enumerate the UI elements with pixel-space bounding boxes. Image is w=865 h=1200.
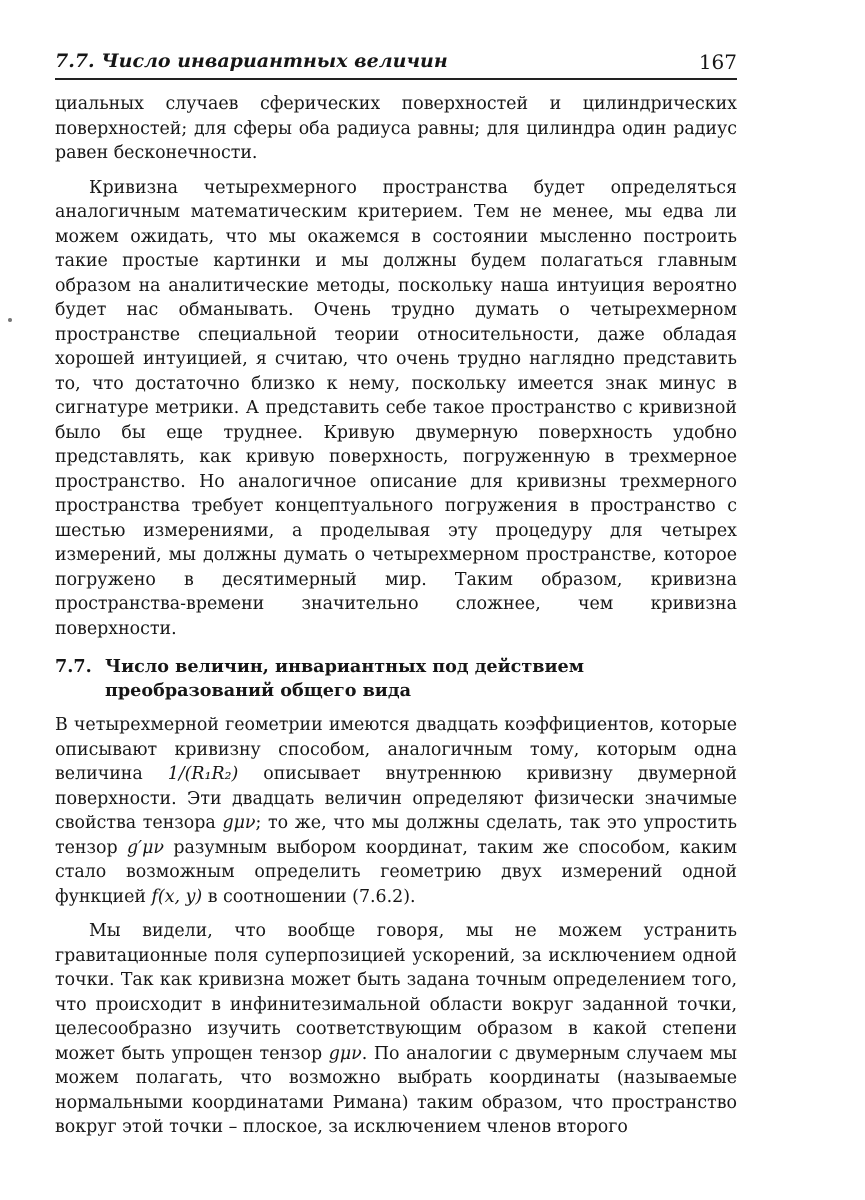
p4-text-2: . По аналогии с двумерным случаем мы можем полагать, что возможно выбрать координаты (называемые нормальными координатами Римана) таким образом, что пространство вокруг этой точки – плоское, за исключением членов второго xyxy=(55,1043,737,1137)
paragraph-1: циальных случаев сферических поверхностей и цилиндрических поверхностей; для сферы оба радиуса равны; для цилиндра один радиус равен бесконечности. xyxy=(55,94,737,163)
section-heading xyxy=(55,655,737,703)
p3-text-4: разумным выбором координат, таким же способом, каким стало возможным определить геометрию двух измерений одной функцией xyxy=(55,837,737,907)
running-title: 7.7. Число инвариантных величин xyxy=(55,50,448,72)
math-inline-5: gμν xyxy=(328,1043,362,1064)
p3-text-1: В четырехмерной геометрии имеются двадцать коэффициентов, которые описывают кривизну способом, аналогичным тому, которым одна величина xyxy=(55,715,737,784)
p3-text-3: ; то же, что мы должны сделать, так это упростить тензор xyxy=(55,813,737,858)
math-inline-4: f(x, y) xyxy=(151,886,203,907)
section-title: Число величин, инвариантных под действием преобразований общего вида xyxy=(105,656,585,701)
p3-text-2: описывает внутреннюю кривизну двумерной поверхности. Эти двадцать величин определяют физически значимые свойства тензора xyxy=(55,764,738,833)
paragraph-3 xyxy=(55,713,737,909)
paragraph-4 xyxy=(55,919,737,1140)
math-inline-3: g′μν xyxy=(127,837,164,858)
math-inline-2: gμν xyxy=(222,813,256,833)
running-header xyxy=(55,50,737,80)
body-text xyxy=(55,92,737,1150)
paragraph-2: Кривизна четырехмерного пространства будет определяться аналогичным математическим критерием. Тем не менее, мы едва ли можем ожидать, что мы окажемся в состоянии мысленно построить такие простые картинки и мы должны будем полагаться главным образом на аналитические методы, поскольку наша интуиция вероятно будет нас обманывать. Очень трудно думать о четырехмерном пространстве специальной теории относительности, даже обладая хорошей интуицией, я считаю, что очень трудно наглядно представить то, что достаточно близко к нему, поскольку имеется знак минус в сигнатуре метрики. А представить себе такое пространство с кривизной было бы еще труднее. Кривую двумерную поверхность удобно представлять, как кривую поверхность, погруженную в трехмерное пространство. Но аналогичное описание для кривизны трехмерного пространства требует концептуального погружения в пространство с шестью измерениями, а проделывая эту процедуру для четырех измерений, мы должны думать о четырехмерном пространстве, которое погружено в десятимерный мир. Таким образом, кривизна пространства-времени значительно сложнее, чем кривизна поверхности. xyxy=(55,177,737,639)
section-number: 7.7. xyxy=(55,656,92,677)
p4-text-1: Мы видели, что вообще говоря, мы не можем устранить гравитационные поля суперпозицией ускорений, за исключением одной точки. Так как кривизна может быть задана точным определением того, что происходит в инфинитезимальной области вокруг заданной точки, целесообразно изучить соответствующим образом в какой степени может быть упрощен тензор xyxy=(55,921,737,1064)
math-inline-1: 1/(R₁R₂) xyxy=(167,764,239,784)
page-number: 167 xyxy=(698,50,737,74)
margin-speck xyxy=(8,318,12,322)
p3-text-5: в соотношении (7.6.2). xyxy=(202,886,416,907)
